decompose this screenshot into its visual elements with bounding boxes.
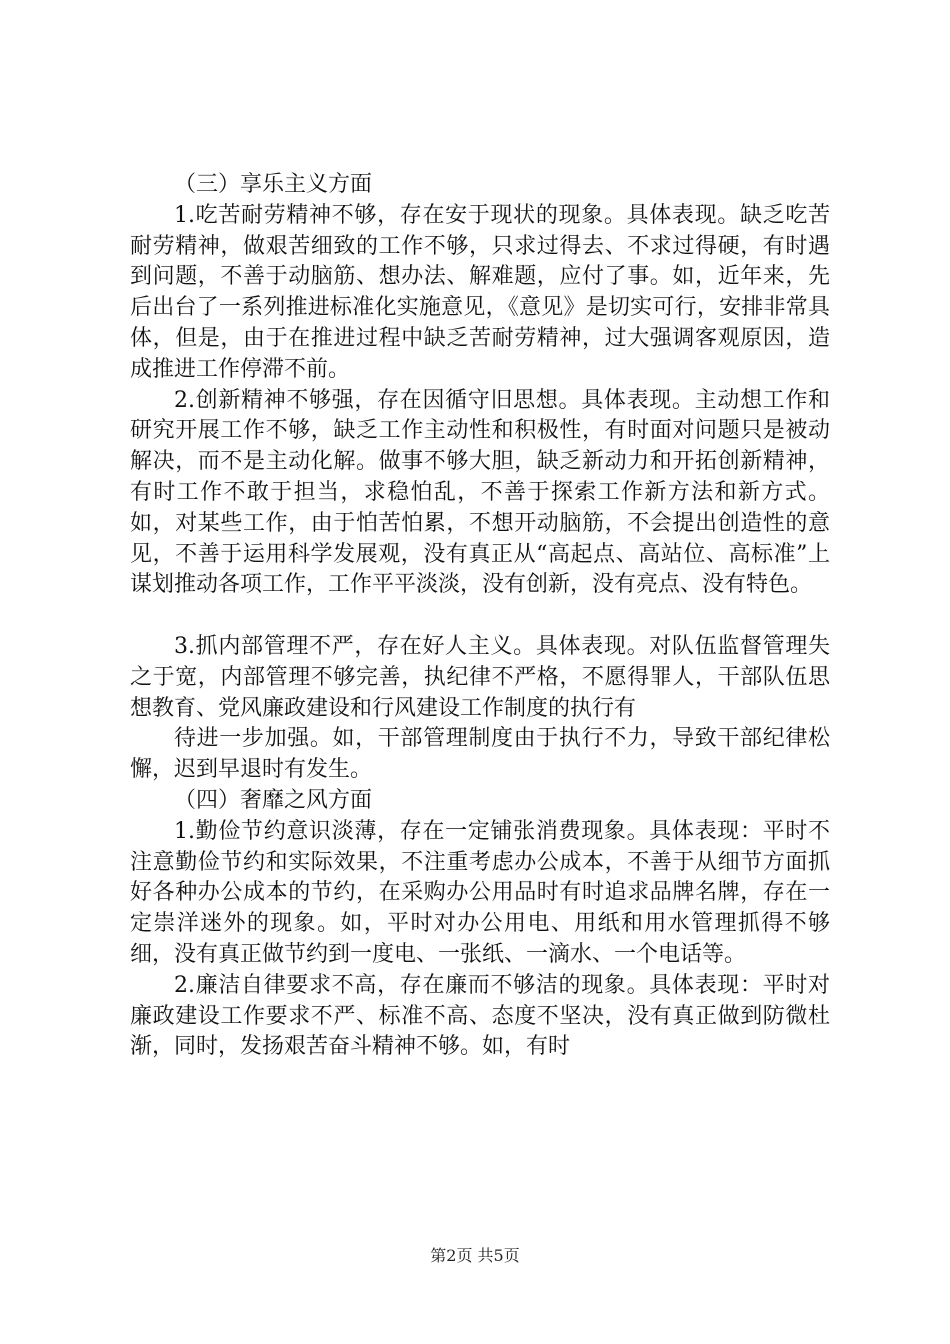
paragraph-internal-management: 3.抓内部管理不严，存在好人主义。具体表现。对队伍监督管理失之于宽，内部管理不够完善，执纪律不严格，不愿得罪人，干部队伍思想教育、党风廉政建设和行风建设工作制度的执行有	[130, 633, 830, 721]
section-heading-four: （四）奢靡之风方面	[174, 787, 373, 813]
paragraph-spacer	[130, 601, 830, 632]
paragraph-innovation: 2.创新精神不够强，存在因循守旧思想。具体表现。主动想工作和研究开展工作不够，缺乏工作主动性和积极性，有时面对问题只是被动解决，而不是主动化解。做事不够大胆，缺乏新动力和开拓创新精神，有时工作不敢于担当，求稳怕乱，不善于探索工作新方法和新方式。如，对某些工作，由于怕苦怕累，不想开动脑筋，不会提出创造性的意见，不善于运用科学发展观，没有真正从“高起点、高站位、高标准”上谋划推动各项工作，工作平平淡淡，没有创新，没有亮点、没有特色。	[130, 387, 830, 598]
page-footer	[0, 1243, 950, 1266]
document-body	[130, 170, 830, 1063]
paragraph-integrity: 2.廉洁自律要求不高，存在廉而不够洁的现象。具体表现：平时对廉政建设工作要求不严、标准不高、态度不坚决，没有真正做到防微杜渐，同时，发扬艰苦奋斗精神不够。如，有时	[130, 972, 830, 1060]
paragraph-hardship: 1.吃苦耐劳精神不够，存在安于现状的现象。具体表现。缺乏吃苦耐劳精神，做艰苦细致的工作不够，只求过得去、不求过得硬，有时遇到问题，不善于动脑筋、想办法、解难题，应付了事。如，近年来，先后出台了一系列推进标准化实施意见，《意见》是切实可行，安排非常具体，但是，由于在推进过程中缺乏苦耐劳精神，过大强调客观原因，造成推进工作停滞不前。	[130, 202, 830, 382]
paragraph-internal-management-continued: 待进一步加强。如，干部管理制度由于执行不力，导致干部纪律松懈，迟到早退时有发生。	[130, 726, 830, 783]
section-heading-three: （三）享乐主义方面	[174, 172, 373, 197]
paragraph-frugality: 1.勤俭节约意识淡薄，存在一定铺张消费现象。具体表现：平时不注意勤俭节约和实际效果，不注重考虑办公成本，不善于从细节方面抓好各种办公成本的节约，在采购办公用品时有时追求品牌名牌，存在一定崇洋迷外的现象。如，平时对办公用电、用纸和用水管理抓得不够细，没有真正做节约到一度电、一张纸、一滴水、一个电话等。	[130, 818, 830, 967]
page-number: 第2页 共5页	[430, 1246, 520, 1265]
